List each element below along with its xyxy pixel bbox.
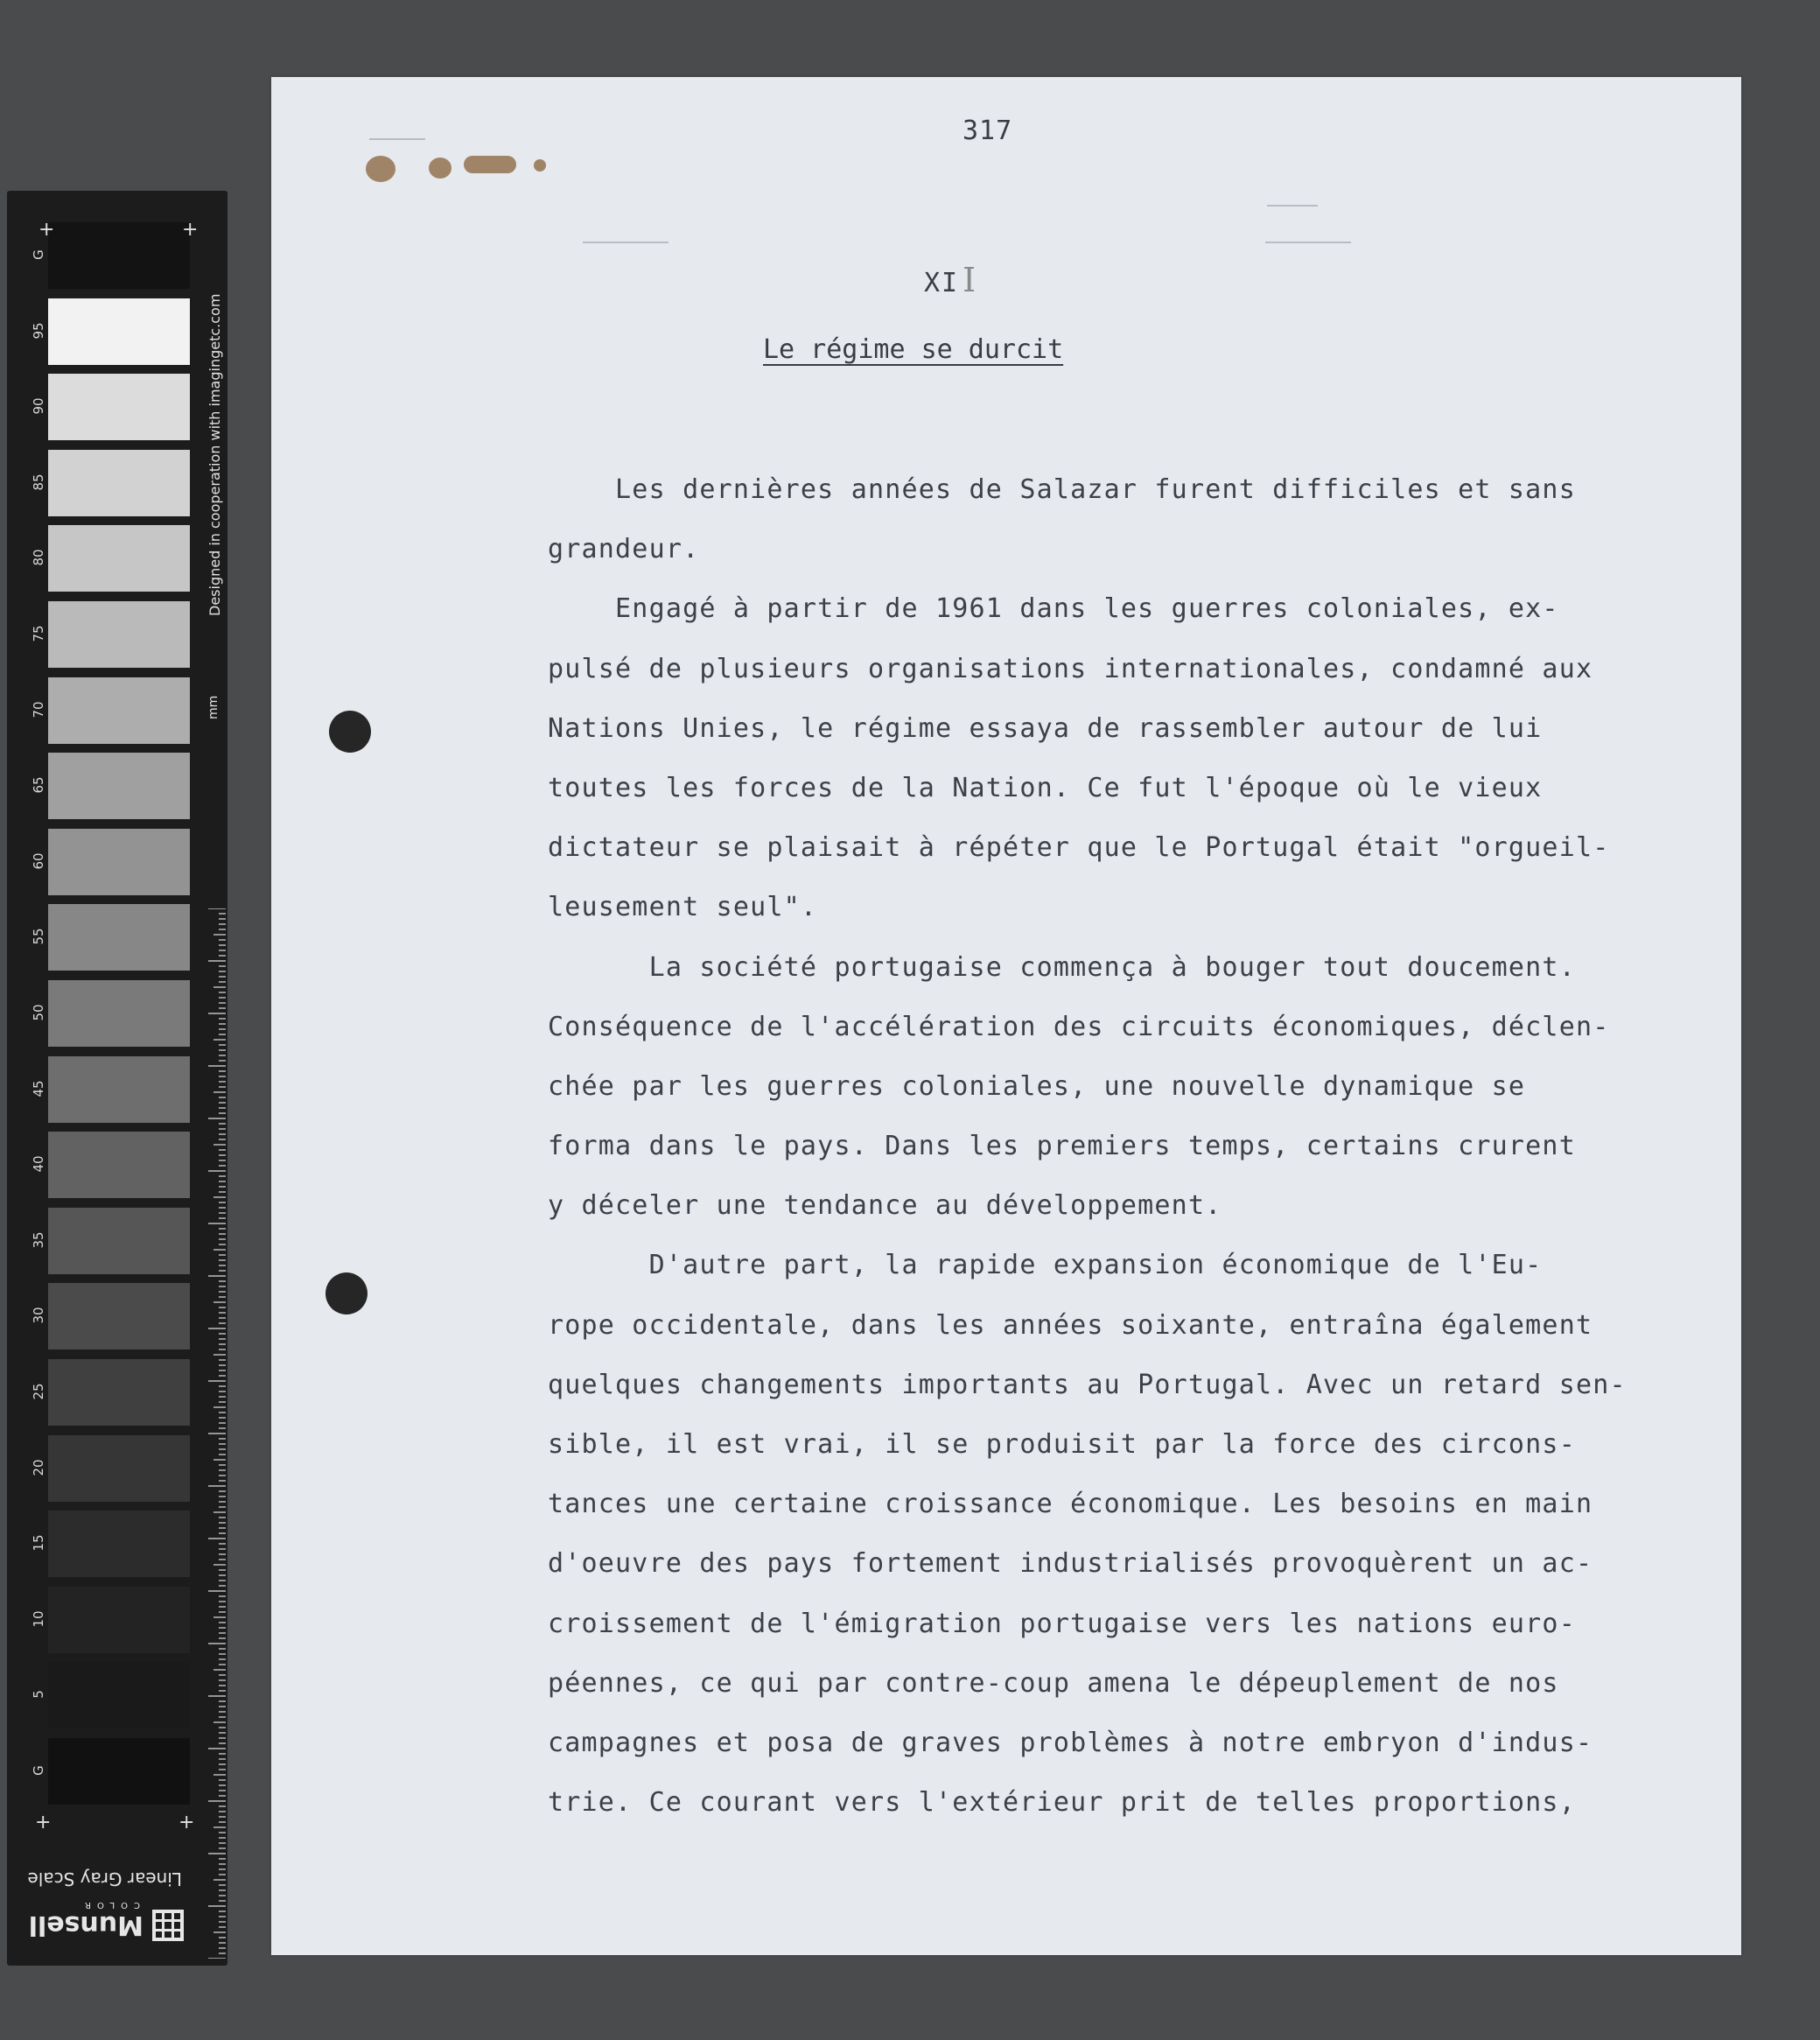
gray-patch bbox=[48, 450, 190, 516]
patch-label: 85 bbox=[31, 473, 46, 491]
munsell-grid-icon bbox=[152, 1910, 184, 1941]
gray-patch bbox=[48, 753, 190, 819]
registration-plus-icon: + bbox=[178, 1812, 195, 1833]
text-line: sible, il est vrai, il se produisit par la force des circons- bbox=[548, 1429, 1576, 1460]
munsell-logo bbox=[26, 1854, 184, 1941]
chapter-added-mark: I bbox=[962, 261, 978, 299]
gray-patch bbox=[48, 1587, 190, 1653]
patch-label: 45 bbox=[31, 1080, 46, 1097]
text-line: Conséquence de l'accélération des circuits économiques, déclen- bbox=[548, 1011, 1610, 1042]
text-line: chée par les guerres coloniales, une nouvelle dynamique se bbox=[548, 1070, 1526, 1102]
page-number: 317 bbox=[962, 116, 1013, 146]
gray-patch bbox=[48, 374, 190, 440]
patch-label: 55 bbox=[31, 928, 46, 945]
pencil-mark bbox=[1265, 242, 1351, 243]
gray-patch bbox=[48, 1738, 190, 1805]
stain-mark bbox=[366, 156, 396, 182]
text-line: leusement seul". bbox=[548, 892, 818, 923]
gray-patch bbox=[48, 1283, 190, 1349]
patch-label: 5 bbox=[31, 1690, 46, 1700]
gray-patch bbox=[48, 1056, 190, 1123]
gray-patch bbox=[48, 677, 190, 744]
text-line: pulsé de plusieurs organisations internationales, condamné aux bbox=[548, 653, 1593, 684]
patch-label: 40 bbox=[31, 1155, 46, 1173]
gray-patch bbox=[48, 1208, 190, 1274]
brand-sub: COLOR bbox=[79, 1900, 140, 1910]
pencil-mark bbox=[369, 138, 425, 140]
text-line: La société portugaise commença à bouger tout doucement. bbox=[548, 951, 1576, 983]
pencil-mark bbox=[1267, 205, 1318, 207]
registration-plus-icon: + bbox=[38, 219, 55, 241]
gray-patch bbox=[48, 1435, 190, 1502]
text-line: croissement de l'émigration portugaise vers les nations euro- bbox=[548, 1608, 1576, 1639]
gray-patch bbox=[48, 1132, 190, 1198]
text-line: D'autre part, la rapide expansion économique de l'Eu- bbox=[548, 1250, 1543, 1281]
brand-name: Munsell bbox=[28, 1910, 144, 1941]
text-line: campagnes et posa de graves problèmes à notre embryon d'indus- bbox=[548, 1727, 1593, 1758]
punch-hole bbox=[329, 711, 371, 753]
text-line: rope occidentale, dans les années soixante, entraîna également bbox=[548, 1309, 1593, 1341]
patch-label: 50 bbox=[31, 1004, 46, 1021]
gray-scale-target bbox=[7, 191, 228, 1966]
patch-label: 10 bbox=[31, 1610, 46, 1628]
text-line: y déceler une tendance au développement. bbox=[548, 1190, 1222, 1222]
text-line: dictateur se plaisait à répéter que le Portugal était "orgueil- bbox=[548, 832, 1610, 864]
chapter-heading bbox=[924, 261, 977, 299]
patch-label: 35 bbox=[31, 1231, 46, 1249]
stain-mark bbox=[534, 159, 546, 172]
text-line: trie. Ce courant vers l'extérieur prit de telles proportions, bbox=[548, 1787, 1576, 1819]
text-line: péennes, ce qui par contre-coup amena le dépeuplement de nos bbox=[548, 1667, 1559, 1699]
patch-label: 80 bbox=[31, 549, 46, 566]
patch-label: 15 bbox=[31, 1534, 46, 1552]
patch-label: 70 bbox=[31, 701, 46, 719]
gray-patch bbox=[48, 1511, 190, 1577]
patch-label: G bbox=[31, 249, 46, 260]
text-line: forma dans le pays. Dans les premiers temps, certains crurent bbox=[548, 1131, 1576, 1162]
patch-label: 90 bbox=[31, 397, 46, 415]
gray-patch bbox=[48, 829, 190, 895]
gray-patch bbox=[48, 904, 190, 971]
registration-plus-icon: + bbox=[35, 1812, 52, 1833]
patch-label: 75 bbox=[31, 625, 46, 642]
text-line: tances une certaine croissance économique. Les besoins en main bbox=[548, 1489, 1593, 1520]
gray-patch bbox=[48, 222, 190, 289]
patch-label: 25 bbox=[31, 1383, 46, 1400]
pencil-mark bbox=[583, 242, 668, 243]
document-page bbox=[271, 77, 1741, 1955]
patch-label: 30 bbox=[31, 1307, 46, 1324]
gray-patch bbox=[48, 601, 190, 668]
patch-label: 60 bbox=[31, 852, 46, 870]
text-line: Les dernières années de Salazar furent difficiles et sans bbox=[548, 474, 1576, 505]
patch-label: G bbox=[31, 1765, 46, 1776]
scale-credit: Designed in cooperation with imagingetc.com bbox=[206, 293, 223, 616]
text-line: grandeur. bbox=[548, 534, 700, 565]
text-line: quelques changements importants au Portugal. Avec un retard sen- bbox=[548, 1369, 1627, 1400]
gray-patch bbox=[48, 980, 190, 1047]
chapter-number: XI bbox=[924, 268, 960, 298]
gray-patch bbox=[48, 525, 190, 592]
body-text bbox=[548, 460, 1720, 1833]
stain-mark bbox=[429, 158, 452, 179]
gray-patch bbox=[48, 1359, 190, 1426]
scale-unit-label: mm bbox=[206, 695, 220, 719]
text-line: d'oeuvre des pays fortement industrialisés provoquèrent un ac- bbox=[548, 1548, 1593, 1580]
scale-name: Linear Gray Scale bbox=[27, 1868, 182, 1889]
gray-patch bbox=[48, 298, 190, 365]
stain-mark bbox=[464, 156, 516, 173]
chapter-title: Le régime se durcit bbox=[763, 334, 1064, 365]
gray-patch bbox=[48, 1662, 190, 1728]
patch-label: 95 bbox=[31, 322, 46, 340]
text-line: toutes les forces de la Nation. Ce fut l'époque où le vieux bbox=[548, 772, 1543, 803]
patch-label: 65 bbox=[31, 776, 46, 794]
text-line: Nations Unies, le régime essaya de rassembler autour de lui bbox=[548, 712, 1543, 744]
registration-plus-icon: + bbox=[182, 219, 199, 241]
text-line: Engagé à partir de 1961 dans les guerres coloniales, ex- bbox=[548, 593, 1559, 625]
patch-label: 20 bbox=[31, 1459, 46, 1476]
mm-ruler bbox=[206, 908, 226, 1959]
punch-hole bbox=[326, 1272, 368, 1314]
